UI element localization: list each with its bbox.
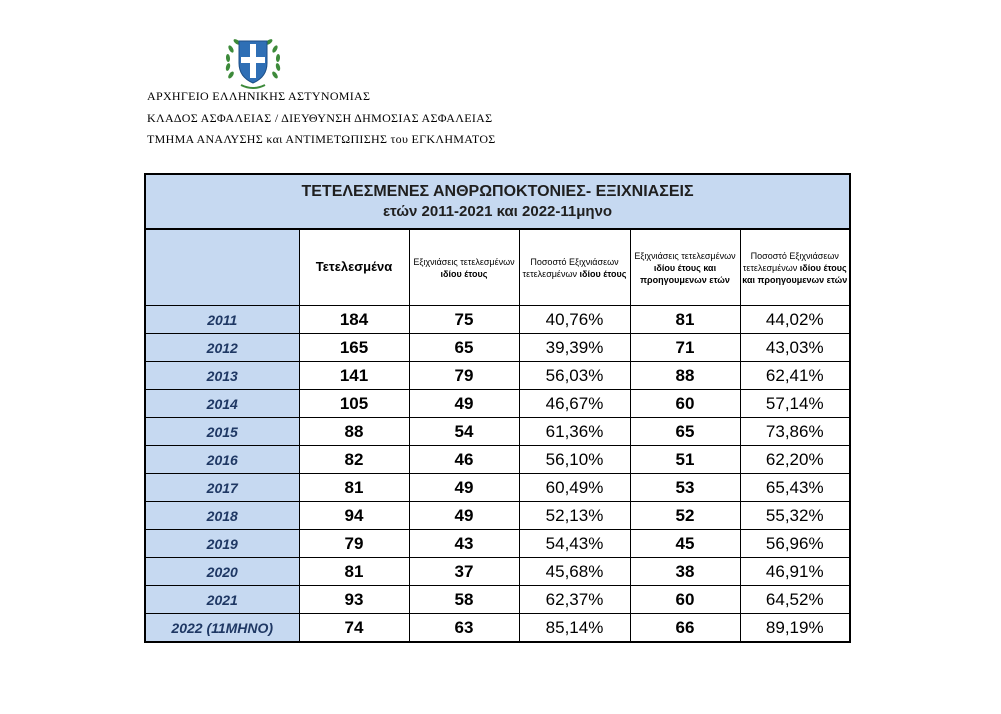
table-row	[145, 390, 850, 418]
header-committed-label: Τετελεσμένα	[315, 259, 393, 274]
year-cell: 2011	[145, 306, 299, 334]
pct-all-years-cell: 62,20%	[740, 446, 850, 474]
table-row	[145, 614, 850, 643]
pct-same-year-cell: 85,14%	[519, 614, 630, 643]
solved-all-years-cell: 53	[630, 474, 740, 502]
header-pct-all-years-emphasis: ιδίου έτους και προηγουμενων ετών	[742, 262, 848, 285]
table-title-cell	[145, 174, 850, 229]
header-solved-all-years-emphasis: ιδίου έτους και προηγουμενων ετών	[640, 262, 730, 285]
year-cell: 2012	[145, 334, 299, 362]
pct-same-year-cell: 52,13%	[519, 502, 630, 530]
solved-all-years-cell: 60	[630, 586, 740, 614]
solved-same-year-cell: 49	[409, 502, 519, 530]
year-cell: 2015	[145, 418, 299, 446]
committed-cell: 93	[299, 586, 409, 614]
header-corner-cell	[145, 229, 299, 306]
year-cell: 2020	[145, 558, 299, 586]
table-row	[145, 418, 850, 446]
header-pct-all-years	[740, 229, 850, 306]
solved-all-years-cell: 38	[630, 558, 740, 586]
table-row	[145, 446, 850, 474]
year-cell: 2014	[145, 390, 299, 418]
pct-same-year-cell: 45,68%	[519, 558, 630, 586]
year-cell: 2013	[145, 362, 299, 390]
pct-same-year-cell: 54,43%	[519, 530, 630, 558]
pct-all-years-cell: 57,14%	[740, 390, 850, 418]
table-row	[145, 474, 850, 502]
solved-same-year-cell: 49	[409, 474, 519, 502]
table-row	[145, 362, 850, 390]
year-cell: 2017	[145, 474, 299, 502]
committed-cell: 141	[299, 362, 409, 390]
solved-all-years-cell: 66	[630, 614, 740, 643]
pct-same-year-cell: 60,49%	[519, 474, 630, 502]
table-subtitle: ετών 2011-2021 και 2022-11μηνο	[382, 202, 613, 220]
header-committed	[299, 229, 409, 306]
pct-all-years-cell: 89,19%	[740, 614, 850, 643]
org-line-headquarters: ΑΡΧΗΓΕΙΟ ΕΛΛΗΝΙΚΗΣ ΑΣΤΥΝΟΜΙΑΣ	[147, 89, 371, 103]
header-pct-same-year	[519, 229, 630, 306]
table-row	[145, 502, 850, 530]
committed-cell: 79	[299, 530, 409, 558]
committed-cell: 74	[299, 614, 409, 643]
header-pct-same-year-emphasis: ιδίου έτους	[579, 268, 627, 279]
table-row	[145, 586, 850, 614]
committed-cell: 105	[299, 390, 409, 418]
header-solved-all-years-label: Εξιχνιάσεις τετελεσμένων	[634, 250, 736, 261]
header-solved-all-years	[630, 229, 740, 306]
solved-same-year-cell: 75	[409, 306, 519, 334]
pct-all-years-cell: 43,03%	[740, 334, 850, 362]
year-cell: 2021	[145, 586, 299, 614]
table-row	[145, 530, 850, 558]
solved-same-year-cell: 63	[409, 614, 519, 643]
solved-all-years-cell: 88	[630, 362, 740, 390]
solved-same-year-cell: 65	[409, 334, 519, 362]
header-solved-same-year	[409, 229, 519, 306]
homicide-statistics-table	[144, 173, 851, 643]
solved-all-years-cell: 81	[630, 306, 740, 334]
committed-cell: 81	[299, 558, 409, 586]
pct-all-years-cell: 44,02%	[740, 306, 850, 334]
pct-same-year-cell: 56,10%	[519, 446, 630, 474]
year-cell: 2018	[145, 502, 299, 530]
solved-same-year-cell: 43	[409, 530, 519, 558]
solved-all-years-cell: 52	[630, 502, 740, 530]
committed-cell: 94	[299, 502, 409, 530]
header-pct-all-years-label: Ποσοστό Εξιχνιάσεων τετελεσμένων	[742, 250, 839, 273]
solved-same-year-cell: 49	[409, 390, 519, 418]
table-row	[145, 306, 850, 334]
greek-state-emblem-icon	[221, 33, 285, 93]
pct-all-years-cell: 46,91%	[740, 558, 850, 586]
pct-same-year-cell: 62,37%	[519, 586, 630, 614]
org-line-department: ΤΜΗΜΑ ΑΝΑΛΥΣΗΣ και ΑΝΤΙΜΕΤΩΠΙΣΗΣ του ΕΓΚΛΗΜΑΤΟΣ	[147, 132, 496, 146]
solved-all-years-cell: 65	[630, 418, 740, 446]
pct-all-years-cell: 56,96%	[740, 530, 850, 558]
solved-same-year-cell: 79	[409, 362, 519, 390]
pct-all-years-cell: 65,43%	[740, 474, 850, 502]
year-cell: 2022 (11ΜΗΝΟ)	[145, 614, 299, 643]
pct-all-years-cell: 55,32%	[740, 502, 850, 530]
committed-cell: 81	[299, 474, 409, 502]
committed-cell: 82	[299, 446, 409, 474]
committed-cell: 88	[299, 418, 409, 446]
column-header-row	[145, 229, 850, 306]
org-line-branch: ΚΛΑΔΟΣ ΑΣΦΑΛΕΙΑΣ / ΔΙΕΥΘΥΝΣΗ ΔΗΜΟΣΙΑΣ ΑΣΦΑΛΕΙΑΣ	[147, 111, 493, 125]
solved-same-year-cell: 54	[409, 418, 519, 446]
pct-same-year-cell: 40,76%	[519, 306, 630, 334]
solved-same-year-cell: 58	[409, 586, 519, 614]
solved-all-years-cell: 51	[630, 446, 740, 474]
year-cell: 2019	[145, 530, 299, 558]
committed-cell: 165	[299, 334, 409, 362]
committed-cell: 184	[299, 306, 409, 334]
year-cell: 2016	[145, 446, 299, 474]
solved-same-year-cell: 46	[409, 446, 519, 474]
table-row	[145, 334, 850, 362]
solved-all-years-cell: 45	[630, 530, 740, 558]
solved-all-years-cell: 71	[630, 334, 740, 362]
table-title: ΤΕΤΕΛΕΣΜΕΝΕΣ ΑΝΘΡΩΠΟΚΤΟΝΙΕΣ- ΕΞΙΧΝΙΑΣΕΙΣ	[301, 182, 694, 200]
pct-same-year-cell: 39,39%	[519, 334, 630, 362]
pct-same-year-cell: 46,67%	[519, 390, 630, 418]
pct-same-year-cell: 56,03%	[519, 362, 630, 390]
table-row	[145, 558, 850, 586]
solved-same-year-cell: 37	[409, 558, 519, 586]
pct-all-years-cell: 64,52%	[740, 586, 850, 614]
pct-all-years-cell: 73,86%	[740, 418, 850, 446]
pct-all-years-cell: 62,41%	[740, 362, 850, 390]
pct-same-year-cell: 61,36%	[519, 418, 630, 446]
solved-all-years-cell: 60	[630, 390, 740, 418]
header-solved-same-year-label: Εξιχνιάσεις τετελεσμένων	[413, 256, 515, 267]
header-pct-same-year-label: Ποσοστό Εξιχνιάσεων τετελεσμένων	[522, 256, 619, 279]
header-solved-same-year-emphasis: ιδίου έτους	[440, 268, 488, 279]
